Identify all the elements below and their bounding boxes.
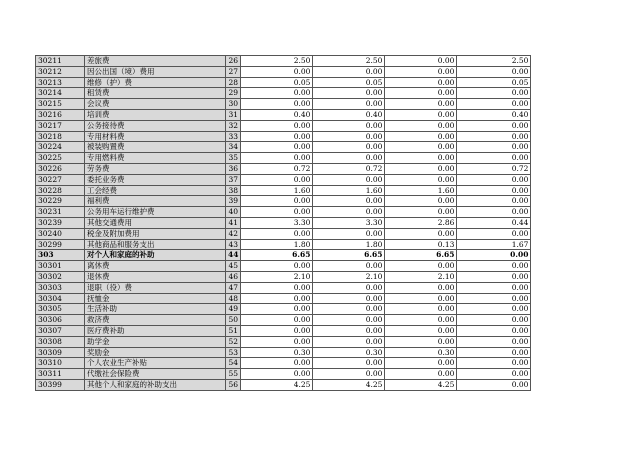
basic-expenditure-cell: 0.00 [385, 336, 457, 347]
subject-code-cell: 30239 [36, 217, 85, 228]
subtotal-amount-cell: 4.25 [313, 379, 385, 390]
subtotal-amount-cell: 6.65 [313, 250, 385, 261]
table-row [36, 109, 531, 120]
subtotal-amount-cell: 0.00 [313, 315, 385, 326]
row-number-cell: 45 [226, 261, 241, 272]
total-amount-cell: 2.50 [241, 56, 313, 67]
table-row [36, 239, 531, 250]
table-row [36, 379, 531, 390]
project-expenditure-cell: 0.00 [457, 304, 531, 315]
subtotal-amount-cell: 0.00 [313, 196, 385, 207]
project-expenditure-cell: 0.00 [457, 379, 531, 390]
subject-code-cell: 30308 [36, 336, 85, 347]
subject-name-cell: 代缴社会保险费 [85, 369, 226, 380]
total-amount-cell: 0.00 [241, 325, 313, 336]
row-number-cell: 26 [226, 56, 241, 67]
row-number-cell: 56 [226, 379, 241, 390]
subject-code-cell: 30224 [36, 142, 85, 153]
row-number-cell: 46 [226, 271, 241, 282]
total-amount-cell: 0.05 [241, 77, 313, 88]
basic-expenditure-cell: 0.00 [385, 315, 457, 326]
total-amount-cell: 0.00 [241, 174, 313, 185]
table-row [36, 142, 531, 153]
basic-expenditure-cell: 0.00 [385, 325, 457, 336]
row-number-cell: 47 [226, 282, 241, 293]
basic-expenditure-cell: 0.00 [385, 56, 457, 67]
project-expenditure-cell: 2.50 [457, 56, 531, 67]
project-expenditure-cell: 0.00 [457, 358, 531, 369]
subtotal-amount-cell: 0.00 [313, 325, 385, 336]
project-expenditure-cell: 0.00 [457, 261, 531, 272]
subject-name-cell: 培训费 [85, 109, 226, 120]
project-expenditure-cell: 0.05 [457, 77, 531, 88]
total-amount-cell: 0.72 [241, 163, 313, 174]
subject-code-cell: 30215 [36, 99, 85, 110]
subtotal-amount-cell: 0.00 [313, 304, 385, 315]
subject-code-cell: 30218 [36, 131, 85, 142]
basic-expenditure-cell: 0.00 [385, 142, 457, 153]
table-row [36, 347, 531, 358]
basic-expenditure-cell: 0.00 [385, 66, 457, 77]
table-row [36, 131, 531, 142]
subject-name-cell: 专用燃料费 [85, 153, 226, 164]
table-row [36, 99, 531, 110]
row-number-cell: 44 [226, 250, 241, 261]
subject-code-cell: 30225 [36, 153, 85, 164]
project-expenditure-cell: 0.00 [457, 153, 531, 164]
subtotal-amount-cell: 0.00 [313, 174, 385, 185]
total-amount-cell: 0.00 [241, 153, 313, 164]
subtotal-amount-cell: 0.00 [313, 153, 385, 164]
project-expenditure-cell: 0.00 [457, 142, 531, 153]
project-expenditure-cell: 0.00 [457, 282, 531, 293]
subject-code-cell: 30227 [36, 174, 85, 185]
project-expenditure-cell: 0.00 [457, 271, 531, 282]
basic-expenditure-cell: 0.00 [385, 358, 457, 369]
project-expenditure-cell: 0.00 [457, 185, 531, 196]
table-row [36, 282, 531, 293]
table-row [36, 293, 531, 304]
table-body [36, 56, 531, 391]
table-row [36, 56, 531, 67]
row-number-cell: 35 [226, 153, 241, 164]
subtotal-amount-cell: 0.30 [313, 347, 385, 358]
row-number-cell: 40 [226, 207, 241, 218]
project-expenditure-cell: 0.00 [457, 207, 531, 218]
subject-name-cell: 其他商品和服务支出 [85, 239, 226, 250]
project-expenditure-cell: 0.00 [457, 325, 531, 336]
subject-name-cell: 助学金 [85, 336, 226, 347]
total-amount-cell: 0.30 [241, 347, 313, 358]
project-expenditure-cell: 0.44 [457, 217, 531, 228]
subtotal-amount-cell: 0.00 [313, 120, 385, 131]
subtotal-amount-cell: 3.30 [313, 217, 385, 228]
total-amount-cell: 0.00 [241, 282, 313, 293]
row-number-cell: 54 [226, 358, 241, 369]
subject-name-cell: 委托业务费 [85, 174, 226, 185]
total-amount-cell: 0.00 [241, 261, 313, 272]
subject-code-cell: 30306 [36, 315, 85, 326]
row-number-cell: 34 [226, 142, 241, 153]
row-number-cell: 30 [226, 99, 241, 110]
row-number-cell: 36 [226, 163, 241, 174]
subject-name-cell: 生活补助 [85, 304, 226, 315]
basic-expenditure-cell: 0.30 [385, 347, 457, 358]
table-row [36, 261, 531, 272]
row-number-cell: 53 [226, 347, 241, 358]
subject-code-cell: 30214 [36, 88, 85, 99]
subtotal-amount-cell: 0.00 [313, 88, 385, 99]
row-number-cell: 32 [226, 120, 241, 131]
subtotal-amount-cell: 0.00 [313, 142, 385, 153]
project-expenditure-cell: 0.00 [457, 88, 531, 99]
subject-name-cell: 救济费 [85, 315, 226, 326]
total-amount-cell: 0.00 [241, 207, 313, 218]
basic-expenditure-cell: 0.00 [385, 131, 457, 142]
subject-name-cell: 税金及附加费用 [85, 228, 226, 239]
total-amount-cell: 0.00 [241, 66, 313, 77]
subtotal-amount-cell: 2.10 [313, 271, 385, 282]
basic-expenditure-cell: 1.60 [385, 185, 457, 196]
row-number-cell: 38 [226, 185, 241, 196]
project-expenditure-cell: 0.00 [457, 99, 531, 110]
total-amount-cell: 0.00 [241, 315, 313, 326]
table-row [36, 196, 531, 207]
table-row [36, 217, 531, 228]
basic-expenditure-cell: 0.00 [385, 228, 457, 239]
subject-code-cell: 30231 [36, 207, 85, 218]
total-amount-cell: 0.00 [241, 336, 313, 347]
total-amount-cell: 0.00 [241, 142, 313, 153]
subject-code-cell: 30305 [36, 304, 85, 315]
subject-code-cell: 30311 [36, 369, 85, 380]
subtotal-amount-cell: 0.00 [313, 369, 385, 380]
total-amount-cell: 4.25 [241, 379, 313, 390]
project-expenditure-cell: 0.00 [457, 228, 531, 239]
subtotal-amount-cell: 0.00 [313, 261, 385, 272]
project-expenditure-cell: 0.00 [457, 315, 531, 326]
subject-name-cell: 离休费 [85, 261, 226, 272]
subtotal-amount-cell: 0.00 [313, 282, 385, 293]
subtotal-amount-cell: 0.72 [313, 163, 385, 174]
table-row [36, 369, 531, 380]
subject-name-cell: 个人农业生产补贴 [85, 358, 226, 369]
row-number-cell: 33 [226, 131, 241, 142]
table-row [36, 120, 531, 131]
basic-expenditure-cell: 0.00 [385, 261, 457, 272]
subtotal-amount-cell: 0.00 [313, 99, 385, 110]
total-amount-cell: 0.00 [241, 88, 313, 99]
basic-expenditure-cell: 0.00 [385, 153, 457, 164]
project-expenditure-cell: 1.67 [457, 239, 531, 250]
subtotal-amount-cell: 0.05 [313, 77, 385, 88]
table-row [36, 88, 531, 99]
subtotal-amount-cell: 0.40 [313, 109, 385, 120]
subject-code-cell: 30211 [36, 56, 85, 67]
total-amount-cell: 0.00 [241, 196, 313, 207]
project-expenditure-cell: 0.00 [457, 131, 531, 142]
row-number-cell: 37 [226, 174, 241, 185]
total-amount-cell: 0.00 [241, 369, 313, 380]
subject-name-cell: 抚恤金 [85, 293, 226, 304]
subtotal-amount-cell: 1.60 [313, 185, 385, 196]
subject-code-cell: 303 [36, 250, 85, 261]
table-row [36, 66, 531, 77]
table-row [36, 358, 531, 369]
row-number-cell: 31 [226, 109, 241, 120]
subject-name-cell: 奖励金 [85, 347, 226, 358]
project-expenditure-cell: 0.00 [457, 336, 531, 347]
basic-expenditure-cell: 0.00 [385, 174, 457, 185]
project-expenditure-cell: 0.00 [457, 293, 531, 304]
subtotal-amount-cell: 0.00 [313, 336, 385, 347]
table-row [36, 271, 531, 282]
row-number-cell: 27 [226, 66, 241, 77]
basic-expenditure-cell: 6.65 [385, 250, 457, 261]
basic-expenditure-cell: 0.00 [385, 207, 457, 218]
table-row [36, 174, 531, 185]
row-number-cell: 48 [226, 293, 241, 304]
total-amount-cell: 0.00 [241, 358, 313, 369]
subject-code-cell: 30226 [36, 163, 85, 174]
subject-name-cell: 公务用车运行维护费 [85, 207, 226, 218]
row-number-cell: 49 [226, 304, 241, 315]
basic-expenditure-cell: 0.00 [385, 77, 457, 88]
subject-code-cell: 30307 [36, 325, 85, 336]
subject-code-cell: 30304 [36, 293, 85, 304]
basic-expenditure-cell: 2.86 [385, 217, 457, 228]
basic-expenditure-cell: 0.13 [385, 239, 457, 250]
row-number-cell: 51 [226, 325, 241, 336]
subject-code-cell: 30302 [36, 271, 85, 282]
project-expenditure-cell: 0.00 [457, 174, 531, 185]
subject-code-cell: 30216 [36, 109, 85, 120]
row-number-cell: 43 [226, 239, 241, 250]
basic-expenditure-cell: 2.10 [385, 271, 457, 282]
project-expenditure-cell: 0.00 [457, 369, 531, 380]
total-amount-cell: 0.00 [241, 293, 313, 304]
table-row [36, 207, 531, 218]
basic-expenditure-cell: 0.00 [385, 196, 457, 207]
row-number-cell: 42 [226, 228, 241, 239]
basic-expenditure-cell: 0.00 [385, 99, 457, 110]
subtotal-amount-cell: 2.50 [313, 56, 385, 67]
project-expenditure-cell: 0.40 [457, 109, 531, 120]
total-amount-cell: 0.00 [241, 304, 313, 315]
subject-code-cell: 30212 [36, 66, 85, 77]
subject-name-cell: 福利费 [85, 196, 226, 207]
subject-name-cell: 维修（护）费 [85, 77, 226, 88]
total-amount-cell: 0.00 [241, 99, 313, 110]
subject-code-cell: 30213 [36, 77, 85, 88]
subtotal-amount-cell: 0.00 [313, 293, 385, 304]
row-number-cell: 52 [226, 336, 241, 347]
row-number-cell: 41 [226, 217, 241, 228]
table-row [36, 163, 531, 174]
table-row [36, 315, 531, 326]
subtotal-amount-cell: 0.00 [313, 207, 385, 218]
total-amount-cell: 0.40 [241, 109, 313, 120]
subject-code-cell: 30399 [36, 379, 85, 390]
basic-expenditure-cell: 0.00 [385, 293, 457, 304]
table-row [36, 185, 531, 196]
subject-name-cell: 会议费 [85, 99, 226, 110]
basic-expenditure-cell: 4.25 [385, 379, 457, 390]
table-row [36, 304, 531, 315]
subject-name-cell: 其他个人和家庭的补助支出 [85, 379, 226, 390]
row-number-cell: 28 [226, 77, 241, 88]
total-amount-cell: 1.80 [241, 239, 313, 250]
subtotal-amount-cell: 0.00 [313, 66, 385, 77]
table-row [36, 77, 531, 88]
subject-name-cell: 退休费 [85, 271, 226, 282]
total-amount-cell: 3.30 [241, 217, 313, 228]
subject-name-cell: 工会经费 [85, 185, 226, 196]
subtotal-amount-cell: 1.80 [313, 239, 385, 250]
row-number-cell: 50 [226, 315, 241, 326]
basic-expenditure-cell: 0.00 [385, 163, 457, 174]
table-row [36, 228, 531, 239]
subject-name-cell: 因公出国（境）费用 [85, 66, 226, 77]
subject-name-cell: 对个人和家庭的补助 [85, 250, 226, 261]
total-amount-cell: 0.00 [241, 131, 313, 142]
table-row [36, 153, 531, 164]
subject-name-cell: 差旅费 [85, 56, 226, 67]
project-expenditure-cell: 0.00 [457, 250, 531, 261]
subject-code-cell: 30229 [36, 196, 85, 207]
project-expenditure-cell: 0.00 [457, 196, 531, 207]
subject-name-cell: 公务接待费 [85, 120, 226, 131]
project-expenditure-cell: 0.00 [457, 120, 531, 131]
subject-code-cell: 30240 [36, 228, 85, 239]
total-amount-cell: 2.10 [241, 271, 313, 282]
basic-expenditure-cell: 0.00 [385, 88, 457, 99]
row-number-cell: 55 [226, 369, 241, 380]
subject-code-cell: 30309 [36, 347, 85, 358]
basic-expenditure-cell: 0.00 [385, 120, 457, 131]
basic-expenditure-cell: 0.00 [385, 109, 457, 120]
subject-code-cell: 30310 [36, 358, 85, 369]
total-amount-cell: 0.00 [241, 228, 313, 239]
basic-expenditure-cell: 0.00 [385, 304, 457, 315]
total-amount-cell: 6.65 [241, 250, 313, 261]
table-row [36, 336, 531, 347]
subtotal-amount-cell: 0.00 [313, 131, 385, 142]
table-row [36, 325, 531, 336]
subject-code-cell: 30228 [36, 185, 85, 196]
basic-expenditure-cell: 0.00 [385, 282, 457, 293]
table-row [36, 250, 531, 261]
subject-code-cell: 30303 [36, 282, 85, 293]
row-number-cell: 39 [226, 196, 241, 207]
subtotal-amount-cell: 0.00 [313, 358, 385, 369]
subject-name-cell: 专用材料费 [85, 131, 226, 142]
basic-expenditure-cell: 0.00 [385, 369, 457, 380]
subject-name-cell: 退职（役）费 [85, 282, 226, 293]
subject-name-cell: 劳务费 [85, 163, 226, 174]
subject-name-cell: 其他交通费用 [85, 217, 226, 228]
project-expenditure-cell: 0.00 [457, 347, 531, 358]
expenditure-table [35, 55, 531, 391]
project-expenditure-cell: 0.72 [457, 163, 531, 174]
subtotal-amount-cell: 0.00 [313, 228, 385, 239]
total-amount-cell: 0.00 [241, 120, 313, 131]
subject-code-cell: 30217 [36, 120, 85, 131]
subject-code-cell: 30301 [36, 261, 85, 272]
subject-name-cell: 被装购置费 [85, 142, 226, 153]
subject-name-cell: 医疗费补助 [85, 325, 226, 336]
subject-name-cell: 租赁费 [85, 88, 226, 99]
total-amount-cell: 1.60 [241, 185, 313, 196]
subject-code-cell: 30299 [36, 239, 85, 250]
project-expenditure-cell: 0.00 [457, 66, 531, 77]
row-number-cell: 29 [226, 88, 241, 99]
